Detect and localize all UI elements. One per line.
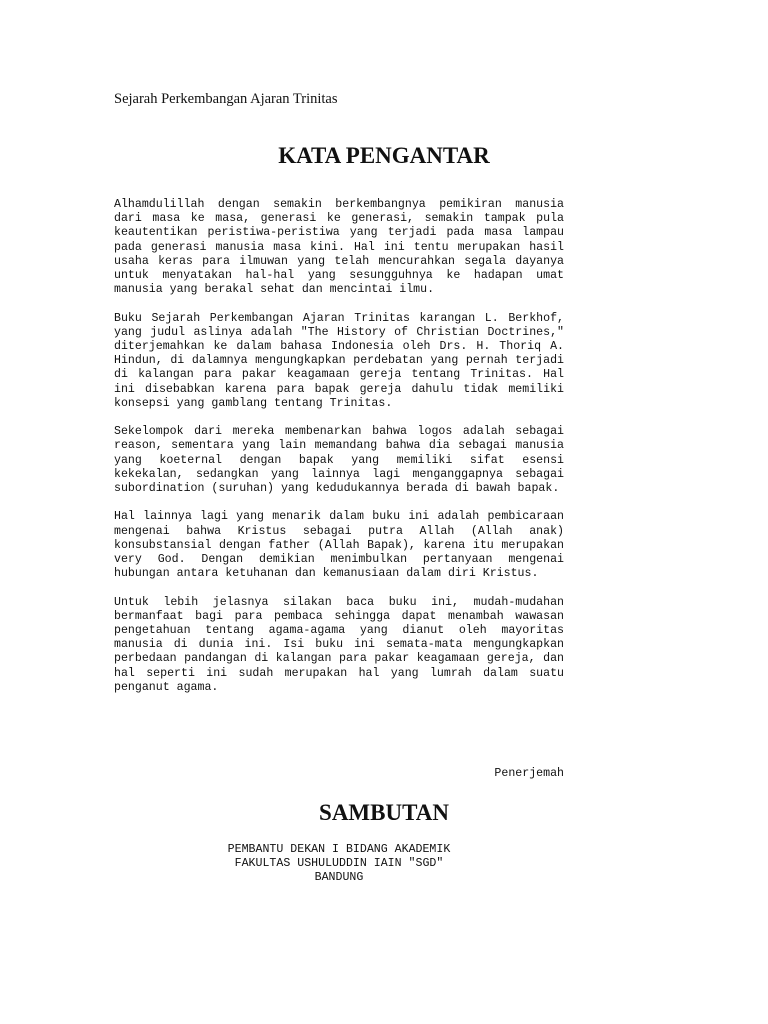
paragraph-5: Untuk lebih jelasnya silakan baca buku ini, mudah-mudahan bermanfaat bagi para pembaca sehingga dapat menambah wawasan pengetahuan tentang agama-agama yang dianut oleh mayoritas manusia di dunia ini. Isi buku ini semata-mata mengungkapkan perbedaan pandangan di kalangan para pakar keagamaan gereja, dan hal seperti ini sudah merupakan hal yang lumrah dalam suatu penganut agama. (114, 595, 564, 694)
translator-signature: Penerjemah (494, 767, 564, 780)
paragraph-2: Buku Sejarah Perkembangan Ajaran Trinitas karangan L. Berkhof, yang judul aslinya adalah "The History of Christian Doctrines," diterjemahkan ke dalam bahasa Indonesia oleh Drs. H. Thoriq A. Hindun, di dalamnya mengungkapkan perdebatan yang pernah terjadi di kalangan para pakar keagamaan gereja tentang Trinitas. Hal ini disebabkan karena para bapak gereja dahulu tidak memiliki konsepsi yang gamblang tentang Trinitas. (114, 311, 564, 410)
sambutan-author-block (114, 843, 564, 886)
running-head: Sejarah Perkembangan Ajaran Trinitas (114, 91, 338, 107)
sambutan-line-2: FAKULTAS USHULUDDIN IAIN "SGD" (234, 857, 444, 871)
kata-pengantar-body (114, 198, 564, 709)
sambutan-line-1: PEMBANTU DEKAN I BIDANG AKADEMIK (227, 843, 451, 856)
paragraph-4: Hal lainnya lagi yang menarik dalam buku ini adalah pembicaraan mengenai bahwa Kristus sebagai putra Allah (Allah anak) konsubstansial dengan father (Allah Bapak), karena itu merupakan very God. Dengan demikian menimbulkan pertanyaan mengenai hubungan antara ketuhanan dan kemanusiaan dalam diri Kristus. (114, 510, 564, 581)
kata-pengantar-title: KATA PENGANTAR (278, 143, 490, 168)
sambutan-title: SAMBUTAN (319, 800, 449, 825)
sambutan-line-3: BANDUNG (314, 871, 364, 885)
paragraph-1: Alhamdulillah dengan semakin berkembangnya pemikiran manusia dari masa ke masa, generasi ke generasi, semakin tampak pula keautentikan peristiwa-peristiwa yang terjadi pada masa lampau pada generasi manusia masa kini. Hal ini tentu merupakan hasil usaha keras para ilmuwan yang telah mencurahkan segala dayanya untuk menyatakan hal-hal yang sesungguhnya ke hadapan umat manusia yang berakal sehat dan mencintai ilmu. (114, 198, 564, 297)
paragraph-3: Sekelompok dari mereka membenarkan bahwa logos adalah sebagai reason, sementara yang lain memandang bahwa dia sebagai manusia yang koeternal dengan bapak yang memiliki sifat esensi kekekalan, sedangkan yang lainnya lagi menganggapnya sebagai subordination (suruhan) yang kedudukannya berada di bawah bapak. (114, 425, 564, 496)
